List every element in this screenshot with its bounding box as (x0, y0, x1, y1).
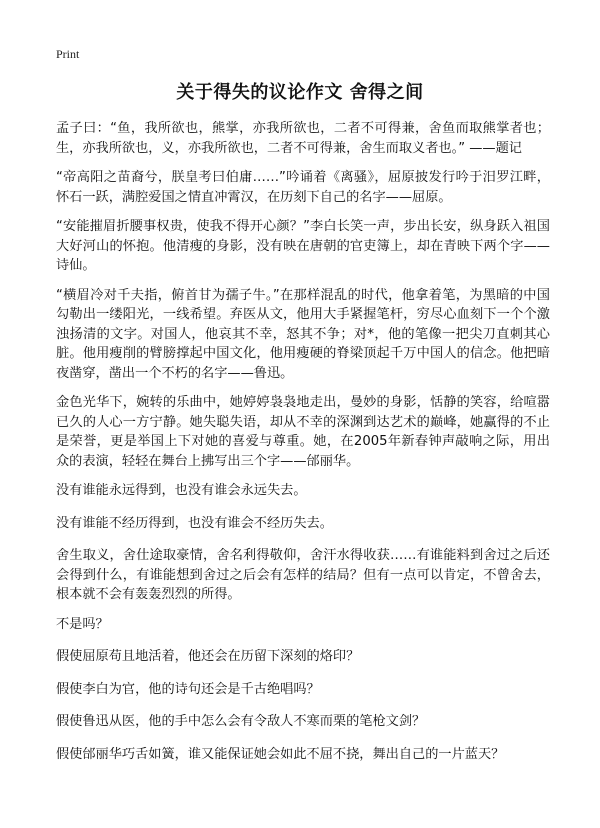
paragraph-suppose-qu-yuan: 假使屈原苟且地活着，他还会在历留下深刻的烙印？ (56, 649, 360, 664)
paragraph-li-bai: “安能摧眉折腰事权贵，使我不得开心颜？”李白长笑一声，步出长安，纵身跃入祖国大好河山的怀抱。他清瘦的身影，没有映在唐朝的官吏簿上，却在青映下两个字——诗仙。 (56, 219, 550, 273)
paragraph-epigraph: 孟子曰：“鱼，我所欲也，熊掌，亦我所欲也，二者不可得兼，舍鱼而取熊掌者也；生，亦我所欲也，义，亦我所欲也，二者不可得兼，舍生而取义者也。” ——题记 (56, 121, 550, 156)
paragraph-suppose-li-bai: 假使李白为官，他的诗句还会是千古绝唱吗？ (56, 681, 320, 697)
paragraph-statement-2: 没有谁能不经历得到，也没有谁会不经历失去。 (56, 515, 333, 531)
article-title: 关于得失的议论作文 舍得之间 (176, 82, 424, 103)
paragraph-tai-lihua: 金色光华下，婉转的乐曲中，她婷婷袅袅地走出，曼妙的身影，恬静的笑容，给喧嚣已久的人心一方宁静。她失聪失语，却从不幸的深渊到达艺术的巅峰，她赢得的不止是荣誉，更是举国上下对她的喜爱与尊重。她，在2005年新春钟声敲响之际，用出众的表演，轻轻在舞台上拂写出三个字——邰丽华。 (56, 395, 550, 469)
paragraph-suppose-lu-xun: 假使鲁迅从医，他的手中怎么会有令敌人不寒而栗的笔枪文剑？ (56, 714, 426, 729)
paragraph-statement-1: 没有谁能永远得到，也没有谁会永远失去。 (56, 483, 307, 498)
print-label: Print (56, 47, 80, 61)
article-body (56, 119, 550, 777)
paragraph-lu-xun: “横眉冷对千夫指，俯首甘为孺子牛。”在那样混乱的时代，他拿着笔，为黑暗的中国勾勒出一缕阳光，一线希望。弃医从文，他用大手紧握笔杆，穷尽心血刻下一个个激浊扬清的文字。对国人，他哀其不幸，怒其不争；对*，他的笔像一把尖刀直刺其心脏。他用瘦削的臂膀撑起中国文化，他用瘦硬的脊梁顶起千万中国人的信念。他把暗夜凿穿，凿出一个不朽的名字——鲁迅。 (56, 287, 550, 381)
paragraph-question: 不是吗？ (56, 616, 109, 632)
paragraph-sacrifice: 舍生取义，舍仕途取豪情，舍名利得敬仰，舍汗水得收获……有谁能料到舍过之后还会得到什么，有谁能想到舍过之后会有怎样的结局？但有一点可以肯定，不曾舍去，根本就不会有轰轰烈烈的所得。 (56, 548, 550, 602)
paragraph-qu-yuan: “帝高阳之苗裔兮，朕皇考曰伯庸……”吟诵着《离骚》，屈原披发行吟于汨罗江畔，怀石一跃，满腔爱国之情直冲霄汉，在历刻下自己的名字——屈原。 (56, 170, 550, 205)
paragraph-suppose-tai-lihua: 假使邰丽华巧舌如簧，谁又能保证她会如此不屈不挠，舞出自己的一片蓝天？ (56, 746, 505, 762)
